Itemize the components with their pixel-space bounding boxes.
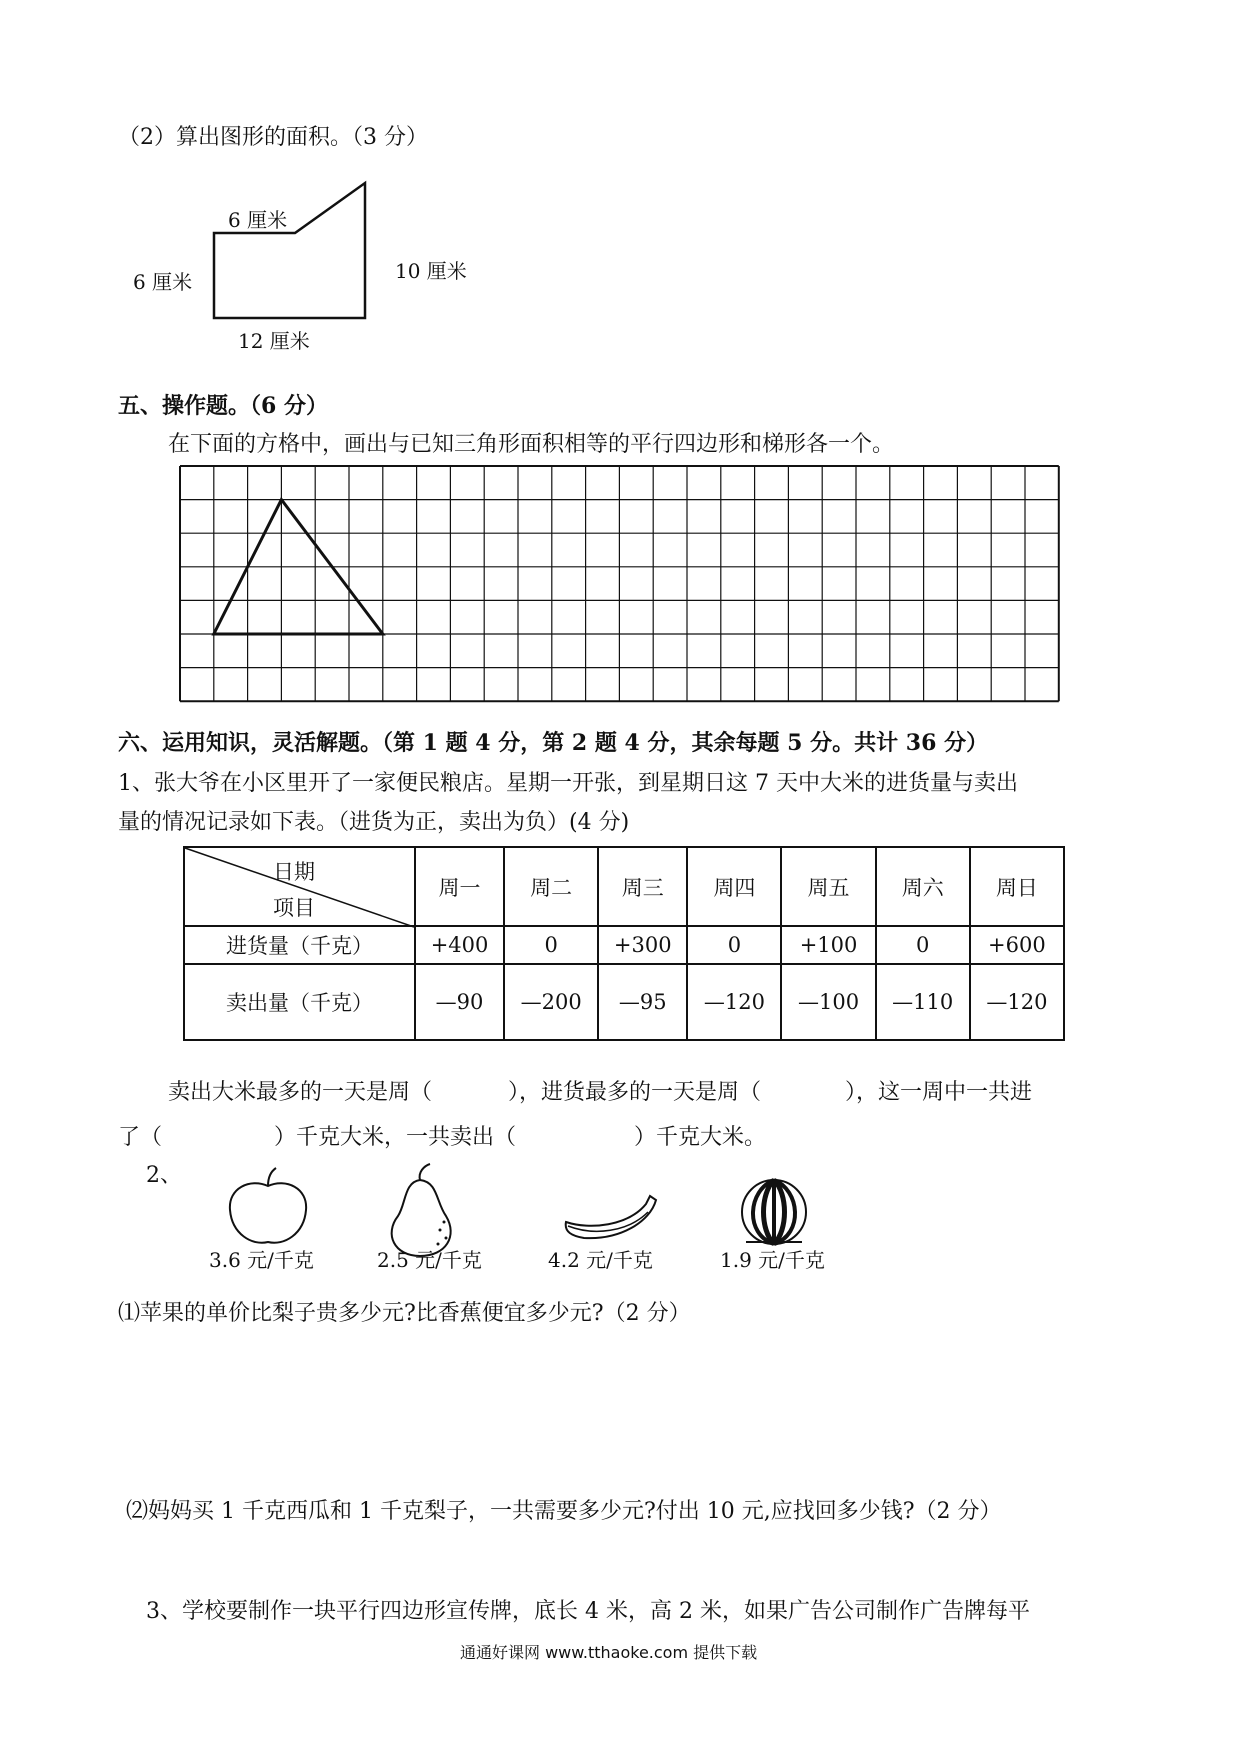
day-header: 周二 — [504, 847, 598, 926]
fill-text: ）千克大米，一共卖出（ — [274, 1125, 517, 1150]
question-title: （2）算出图形的面积。（3 分） — [118, 125, 428, 150]
fill-text: 了（ — [118, 1125, 163, 1150]
table-cell: +600 — [970, 926, 1064, 964]
table-cell: 0 — [504, 926, 598, 964]
banana-price: 4.2 元/千克 — [548, 1248, 653, 1272]
fill-in-line-2 — [118, 1120, 766, 1151]
apple-icon — [230, 1168, 306, 1243]
table-cell: —120 — [687, 964, 781, 1040]
table-cell: —120 — [970, 964, 1064, 1040]
fill-text: ），进货最多的一天是周（ — [508, 1080, 762, 1105]
q1-text-line2: 量的情况记录如下表。（进货为正，卖出为负）(4 分) — [118, 810, 630, 835]
day-header: 周日 — [970, 847, 1064, 926]
section5-heading: 五、操作题。（6 分） — [118, 393, 328, 419]
table-cell: +300 — [598, 926, 687, 964]
label-left-height: 6 厘米 — [133, 270, 193, 294]
fill-text: ），这一周中一共进 — [845, 1080, 1033, 1105]
day-header: 周一 — [415, 847, 504, 926]
table-cell: —90 — [415, 964, 504, 1040]
label-right-height: 10 厘米 — [395, 259, 467, 283]
table-cell: 0 — [876, 926, 970, 964]
q3-text: 3、学校要制作一块平行四边形宣传牌，底长 4 米，高 2 米，如果广告公司制作广告牌每平 — [146, 1599, 1030, 1624]
watermelon-price: 1.9 元/千克 — [720, 1248, 825, 1272]
table-cell: +100 — [781, 926, 875, 964]
row-label: 卖出量（千克） — [184, 964, 415, 1040]
table-cell: —100 — [781, 964, 875, 1040]
table-cell: —200 — [504, 964, 598, 1040]
row-label: 进货量（千克） — [184, 926, 415, 964]
table-cell: +400 — [415, 926, 504, 964]
rice-record-table — [183, 846, 1065, 1041]
page-footer: 通通好课网 www.tthaoke.com 提供下载 — [460, 1643, 758, 1662]
drawing-grid[interactable] — [0, 0, 1240, 260]
fill-in-line-1 — [168, 1075, 1032, 1106]
section6-heading: 六、运用知识，灵活解题。（第 1 题 4 分，第 2 题 4 分，其余每题 5 分。共计 36 分） — [118, 730, 989, 756]
fill-text: ）千克大米。 — [634, 1125, 767, 1150]
q2-subquestion-2: ⑵妈妈买 1 千克西瓜和 1 千克梨子，一共需要多少元?付出 10 元,应找回多少钱?（2 分） — [126, 1499, 1002, 1524]
label-bottom-length: 12 厘米 — [238, 329, 310, 353]
table-cell: 0 — [687, 926, 781, 964]
pear-price: 2.5 元/千克 — [377, 1248, 482, 1272]
table-corner-cell — [184, 847, 415, 926]
day-header: 周五 — [781, 847, 875, 926]
q2-number: 2、 — [146, 1163, 182, 1188]
q1-text-line1: 1、张大爷在小区里开了一家便民粮店。星期一开张，到星期日这 7 天中大米的进货量与卖出 — [118, 771, 1018, 796]
fill-text: 卖出大米最多的一天是周（ — [168, 1080, 433, 1105]
apple-price: 3.6 元/千克 — [209, 1248, 314, 1272]
day-header: 周三 — [598, 847, 687, 926]
table-cell: —95 — [598, 964, 687, 1040]
day-header: 周六 — [876, 847, 970, 926]
pear-icon — [392, 1164, 451, 1256]
banana-icon — [566, 1196, 656, 1238]
watermelon-icon — [742, 1180, 806, 1244]
section5-instruction: 在下面的方格中，画出与已知三角形面积相等的平行四边形和梯形各一个。 — [168, 432, 895, 457]
q2-subquestion-1: ⑴苹果的单价比梨子贵多少元?比香蕉便宜多少元?（2 分） — [118, 1301, 691, 1326]
day-header: 周四 — [687, 847, 781, 926]
corner-item-label: 项目 — [273, 896, 315, 920]
corner-date-label: 日期 — [273, 860, 315, 884]
label-top-length: 6 厘米 — [228, 208, 288, 232]
table-cell: —110 — [876, 964, 970, 1040]
